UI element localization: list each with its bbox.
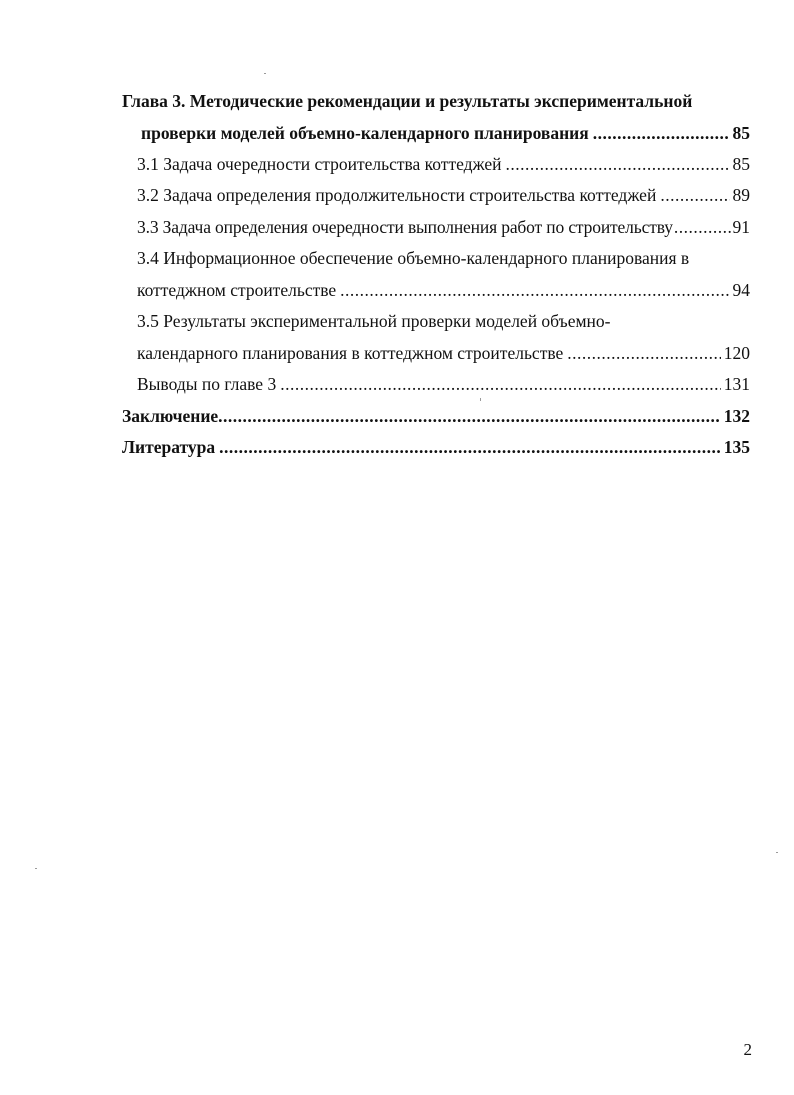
toc-literature-page: 135 [723,437,750,457]
toc-leader-dots [674,212,732,242]
toc-section-3-4-line2 [137,275,750,305]
toc-chapter-3-line1 [122,86,750,116]
toc-section-3-3-page: 91 [732,217,750,237]
toc-literature-title: Литература [122,437,216,457]
page-number: 2 [743,1040,752,1059]
toc-section-3-2-title: 3.2 Задача определения продолжительности строительства коттеджей [137,185,657,205]
toc-section-3-1-page: 85 [732,154,750,174]
scan-speck [480,398,481,401]
toc-section-3-4-title-part2: коттеджном строительстве [137,280,337,300]
scan-speck [776,852,778,853]
toc-section-3-5-line1 [137,306,750,336]
toc-section-3-3-title: 3.3 Задача определения очередности выполнения работ по строительству [137,217,673,237]
toc-section-3-2-page: 89 [732,185,750,205]
toc-section-3-4-page: 94 [732,280,750,300]
toc-chapter-3-line2 [141,118,750,148]
toc-leader-dots [506,149,730,179]
toc-conclusion [122,401,750,431]
toc-chapter-3-conclusions-page: 131 [723,374,750,394]
toc-leader-dots [219,432,721,462]
toc-chapter-3-page: 85 [732,123,750,143]
toc-section-3-4-title-part1: 3.4 Информационное обеспечение объемно-календарного планирования в [137,248,690,268]
scan-speck [264,73,266,74]
toc-section-3-3 [137,212,750,242]
toc-chapter-3-conclusions [137,369,750,399]
toc-leader-dots [660,180,729,210]
toc-chapter-3-title-part1: Глава 3. Методические рекомендации и результаты экспериментальной [122,91,693,111]
toc-conclusion-title: Заключение [122,406,219,426]
toc-section-3-5-title-part2: календарного планирования в коттеджном строительстве [137,343,564,363]
toc-leader-dots [593,118,730,148]
toc-section-3-1 [137,149,750,179]
toc-leader-dots [567,338,720,368]
toc-leader-dots [340,275,729,305]
toc-section-3-5-page: 120 [723,343,750,363]
toc-chapter-3-conclusions-title: Выводы по главе 3 [137,374,277,394]
toc-literature [122,432,750,462]
toc-section-3-5-title-part1: 3.5 Результаты экспериментальной проверки моделей объемно- [137,311,611,331]
toc-section-3-5-line2 [137,338,750,368]
toc-conclusion-page: 132 [723,406,750,426]
scan-speck [35,868,37,869]
toc-leader-dots [218,401,721,431]
toc-chapter-3-title-part2: проверки моделей объемно-календарного планирования [141,123,589,143]
toc-section-3-1-title: 3.1 Задача очередности строительства коттеджей [137,154,502,174]
toc-leader-dots [280,369,721,399]
toc-section-3-2 [137,180,750,210]
toc-section-3-4-line1 [137,243,750,273]
